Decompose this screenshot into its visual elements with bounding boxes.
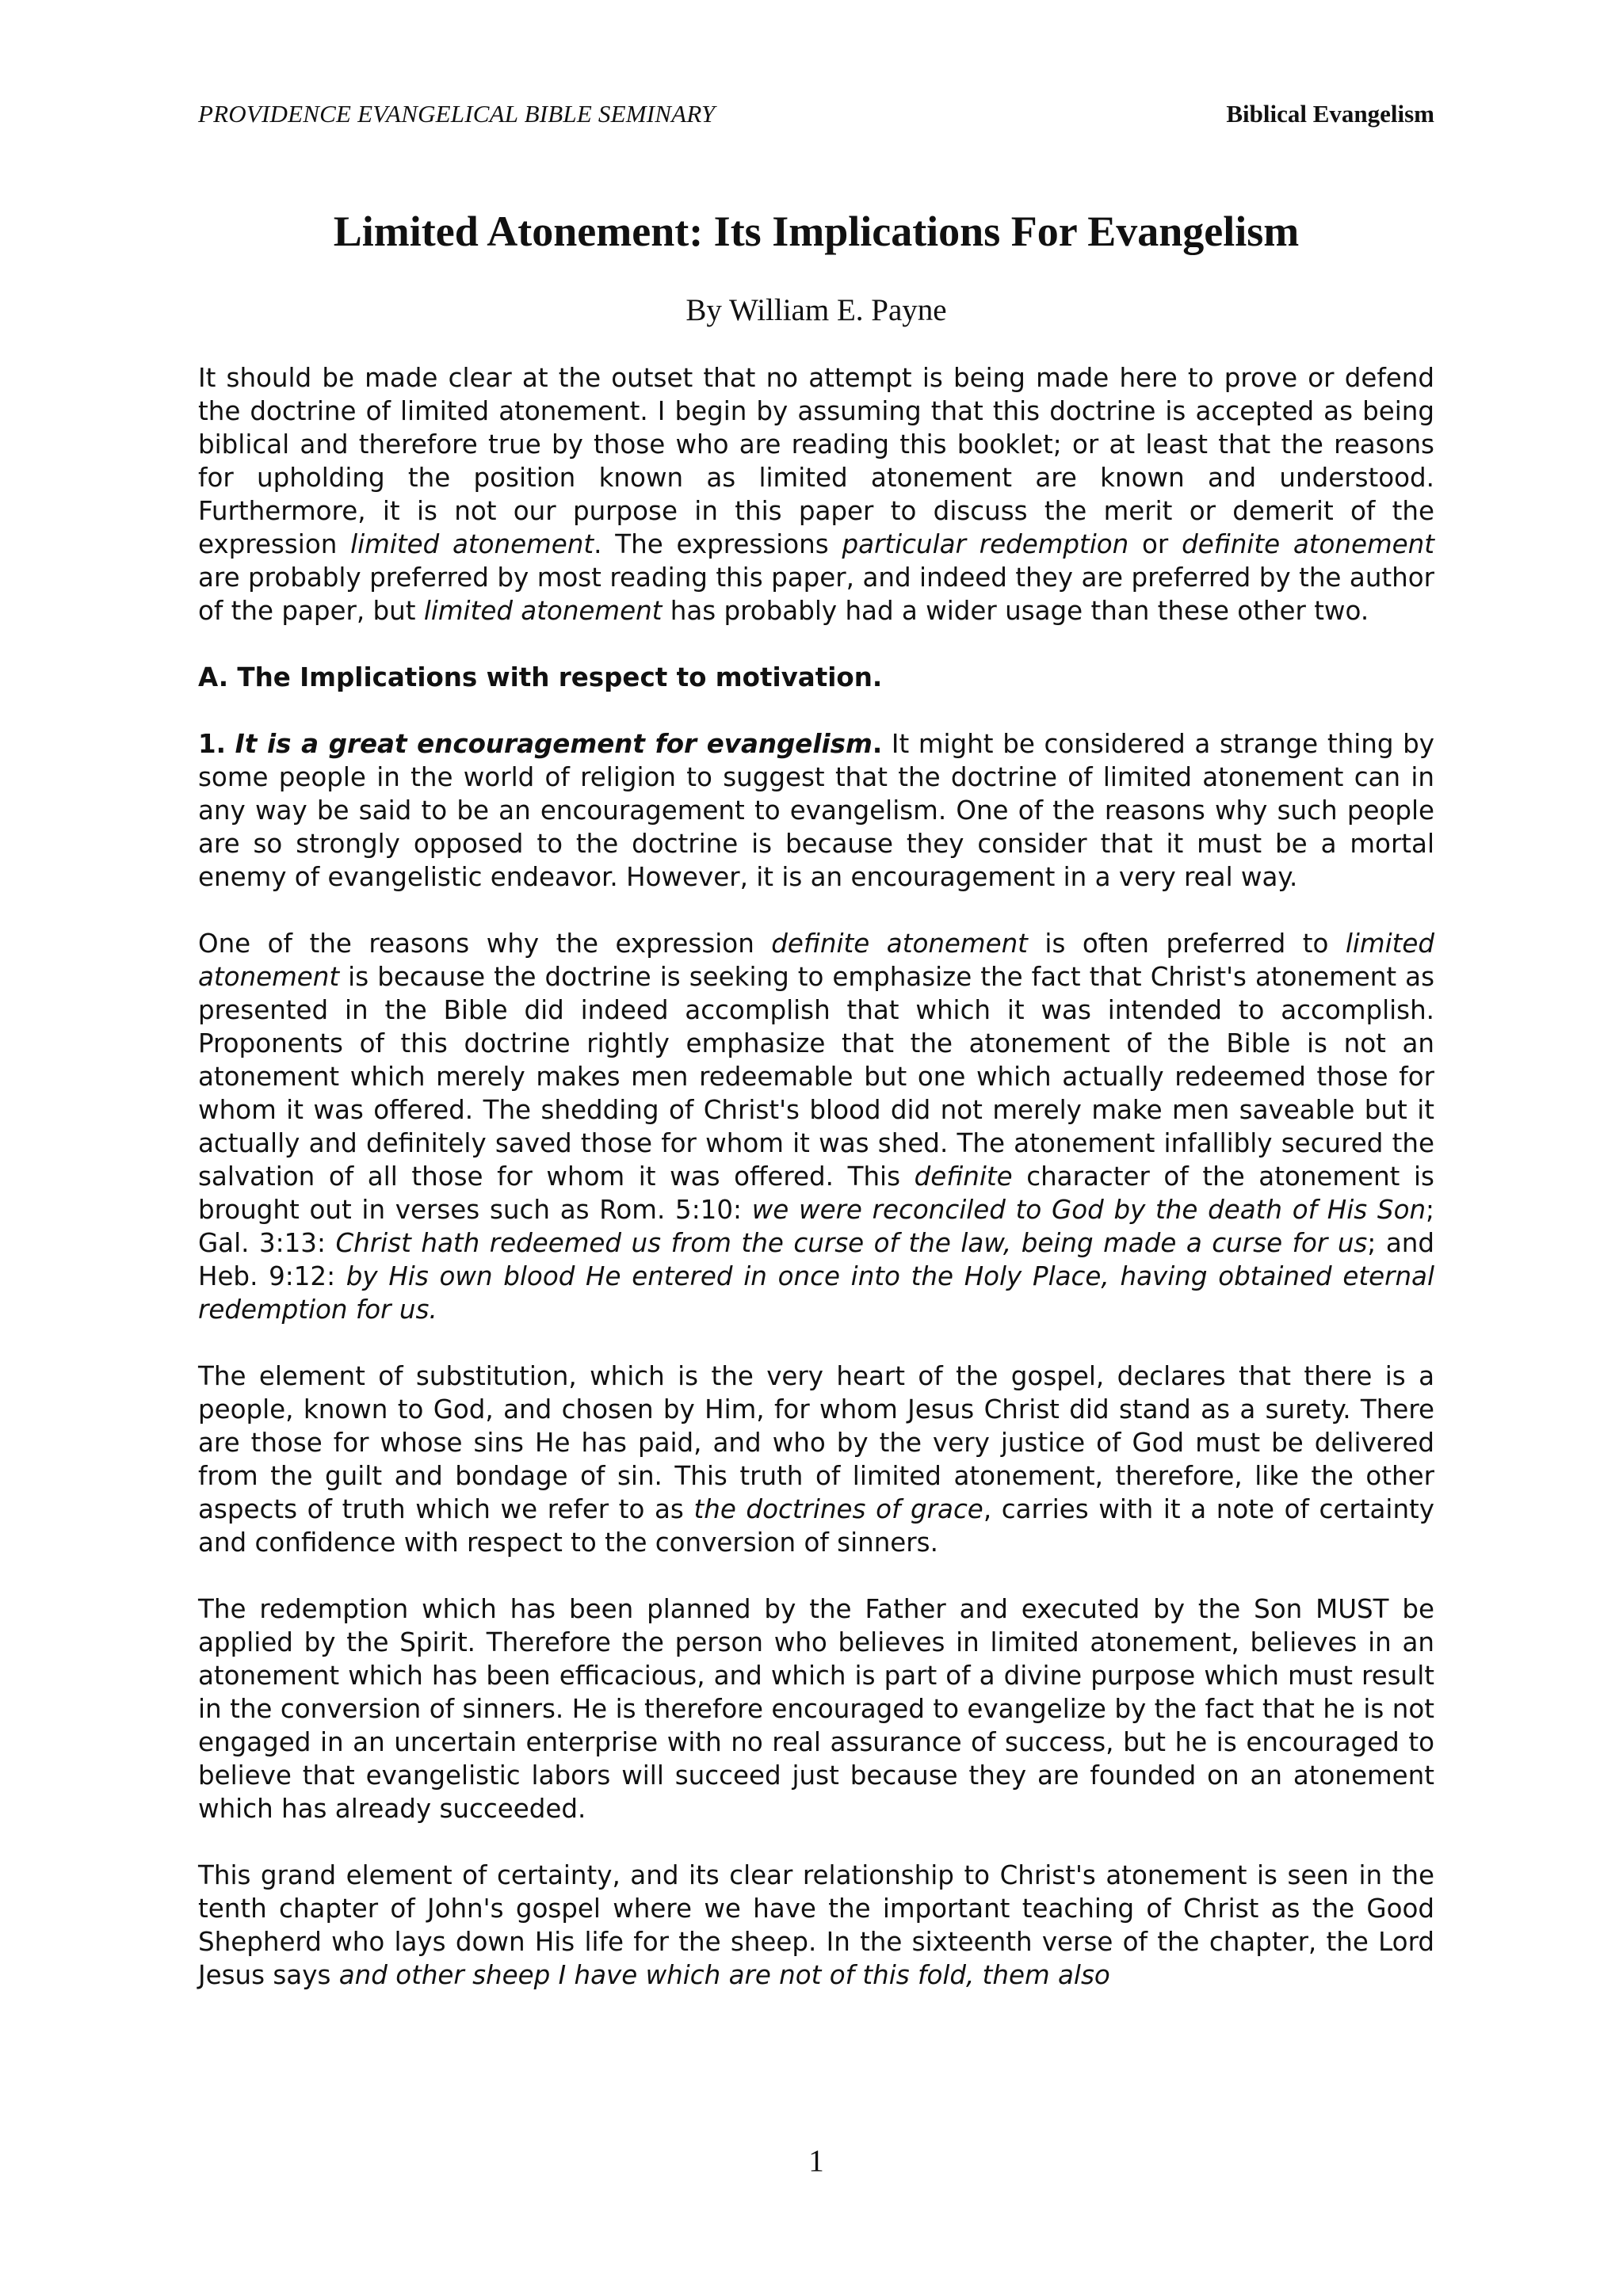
point-title: It is a great encouragement for evangelism xyxy=(235,729,873,759)
definite-atonement-paragraph xyxy=(198,927,1434,1326)
header-course: Biblical Evangelism xyxy=(1226,100,1434,128)
text-run: is often preferred to xyxy=(1027,929,1346,959)
text-run: has probably had a wider usage than these other two. xyxy=(662,596,1369,626)
page-number: 1 xyxy=(808,2144,824,2178)
header-institution: PROVIDENCE EVANGELICAL BIBLE SEMINARY xyxy=(198,100,716,128)
text-run: . The expressions xyxy=(594,529,842,559)
italic-run: limited atonement xyxy=(350,529,594,559)
document-page xyxy=(198,93,1434,2264)
text-run: are probably preferred by most reading this paper, and indeed they are preferred by the author of the paper, but xyxy=(198,563,1434,626)
text-run: , carries with it a note of certainty and confidence with respect to the conversion of sinners. xyxy=(198,1494,1435,1558)
text-run: The element of substitution, which is the very heart of the gospel, declares that there is a people, known to God, and chosen by Him, for whom Jesus Christ did stand as a surety. There are those for whose sins He has paid, and who by the very justice of God must be delivered from the guilt and bondage of sin. This truth of limited atonement, therefore, like the other aspects of truth which we refer to as xyxy=(198,1361,1434,1524)
text-run: This grand element of certainty, and its clear relationship to Christ's atonement is seen in the tenth chapter of John's gospel where we have the important teaching of Christ as the Good Shepherd who lays down His life for the sheep. In the sixteenth verse of the chapter, the Lord Jesus says xyxy=(198,1860,1434,1990)
point-1-paragraph xyxy=(198,727,1434,894)
scripture-quote: and other sheep I have which are not of this fold, them also xyxy=(338,1960,1110,1990)
italic-run: definite atonement xyxy=(771,929,1028,959)
section-heading-a: A. The Implications with respect to motivation. xyxy=(198,662,883,692)
italic-run: limited atonement xyxy=(423,596,663,626)
intro-paragraph xyxy=(198,361,1434,627)
text-run: is because the doctrine is seeking to emphasize the fact that Christ's atonement as presented in the Bible did indeed accomplish that which it was intended to accomplish. Proponents of this doctrine rightly emphasize that the atonement of the Bible is not an atonement which merely makes men redeemable but one which actually redeemed those for whom it was offered. The shedding of Christ's blood did not merely make men saveable but it actually and definitely saved those for whom it was shed. The atonement infallibly secured the salvation of all those for whom it was offered. This xyxy=(198,962,1434,1192)
author-byline: By William E. Payne xyxy=(685,293,947,327)
text-run: It might be considered a strange thing by some people in the world of religion to suggest that the doctrine of limited atonement can in any way be said to be an encouragement to evangelism. One of the reasons why such people are so strongly opposed to the doctrine is because they consider that it must be a mortal enemy of evangelistic endeavor. However, it is an encouragement in a very real way. xyxy=(198,729,1434,892)
italic-run: the doctrines of grace xyxy=(693,1494,983,1524)
text-run: The redemption which has been planned by the Father and executed by the Son MUST be applied by the Spirit. Therefore the person who believes in limited atonement, believes in an atonement which has been efficacious, and which is part of a divine purpose which must result in the conversion of sinners. He is therefore encouraged to evangelize by the fact that he is not engaged in an uncertain enterprise with no real assurance of success, but he is encouraged to believe that evangelistic labors will succeed just because they are founded on an atonement which has already succeeded. xyxy=(198,1594,1434,1824)
italic-run: particular redemption xyxy=(842,529,1129,559)
text-run: It should be made clear at the outset that no attempt is being made here to prove or defend the doctrine of limited atonement. I begin by assuming that this doctrine is accepted as being biblical and therefore true by those who are reading this booklet; or at least that the reasons for upholding the position known as limited atonement are known and understood. Furthermore, it is not our purpose in this paper to discuss the merit or demerit of the expression xyxy=(198,363,1434,559)
italic-run: definite xyxy=(914,1161,1013,1192)
document-title: Limited Atonement: Its Implications For Evangelism xyxy=(333,208,1300,255)
text-run: or xyxy=(1128,529,1182,559)
scripture-quote: by His own blood He entered in once into the Holy Place, having obtained eternal redemption for us. xyxy=(198,1261,1434,1325)
point-number: 1. xyxy=(198,729,226,759)
italic-run: definite atonement xyxy=(1182,529,1434,559)
redemption-paragraph xyxy=(198,1592,1434,1825)
scripture-quote: Christ hath redeemed us from the curse of the law, being made a curse for us xyxy=(335,1228,1368,1258)
text-run: character of the atonement is brought out in verses such as Rom. 5:10: xyxy=(198,1161,1434,1225)
substitution-paragraph xyxy=(198,1360,1434,1559)
text-run: ; Gal. 3:13: xyxy=(198,1195,1434,1258)
running-header xyxy=(198,93,1434,138)
scripture-quote: we were reconciled to God by the death of His Son xyxy=(751,1195,1426,1225)
text-run: One of the reasons why the expression xyxy=(198,929,772,959)
point-title-period: . xyxy=(872,729,883,759)
italic-run: limited atonement xyxy=(198,929,1434,992)
certainty-paragraph xyxy=(198,1859,1434,1992)
text-run: ; and Heb. 9:12: xyxy=(198,1228,1434,1291)
